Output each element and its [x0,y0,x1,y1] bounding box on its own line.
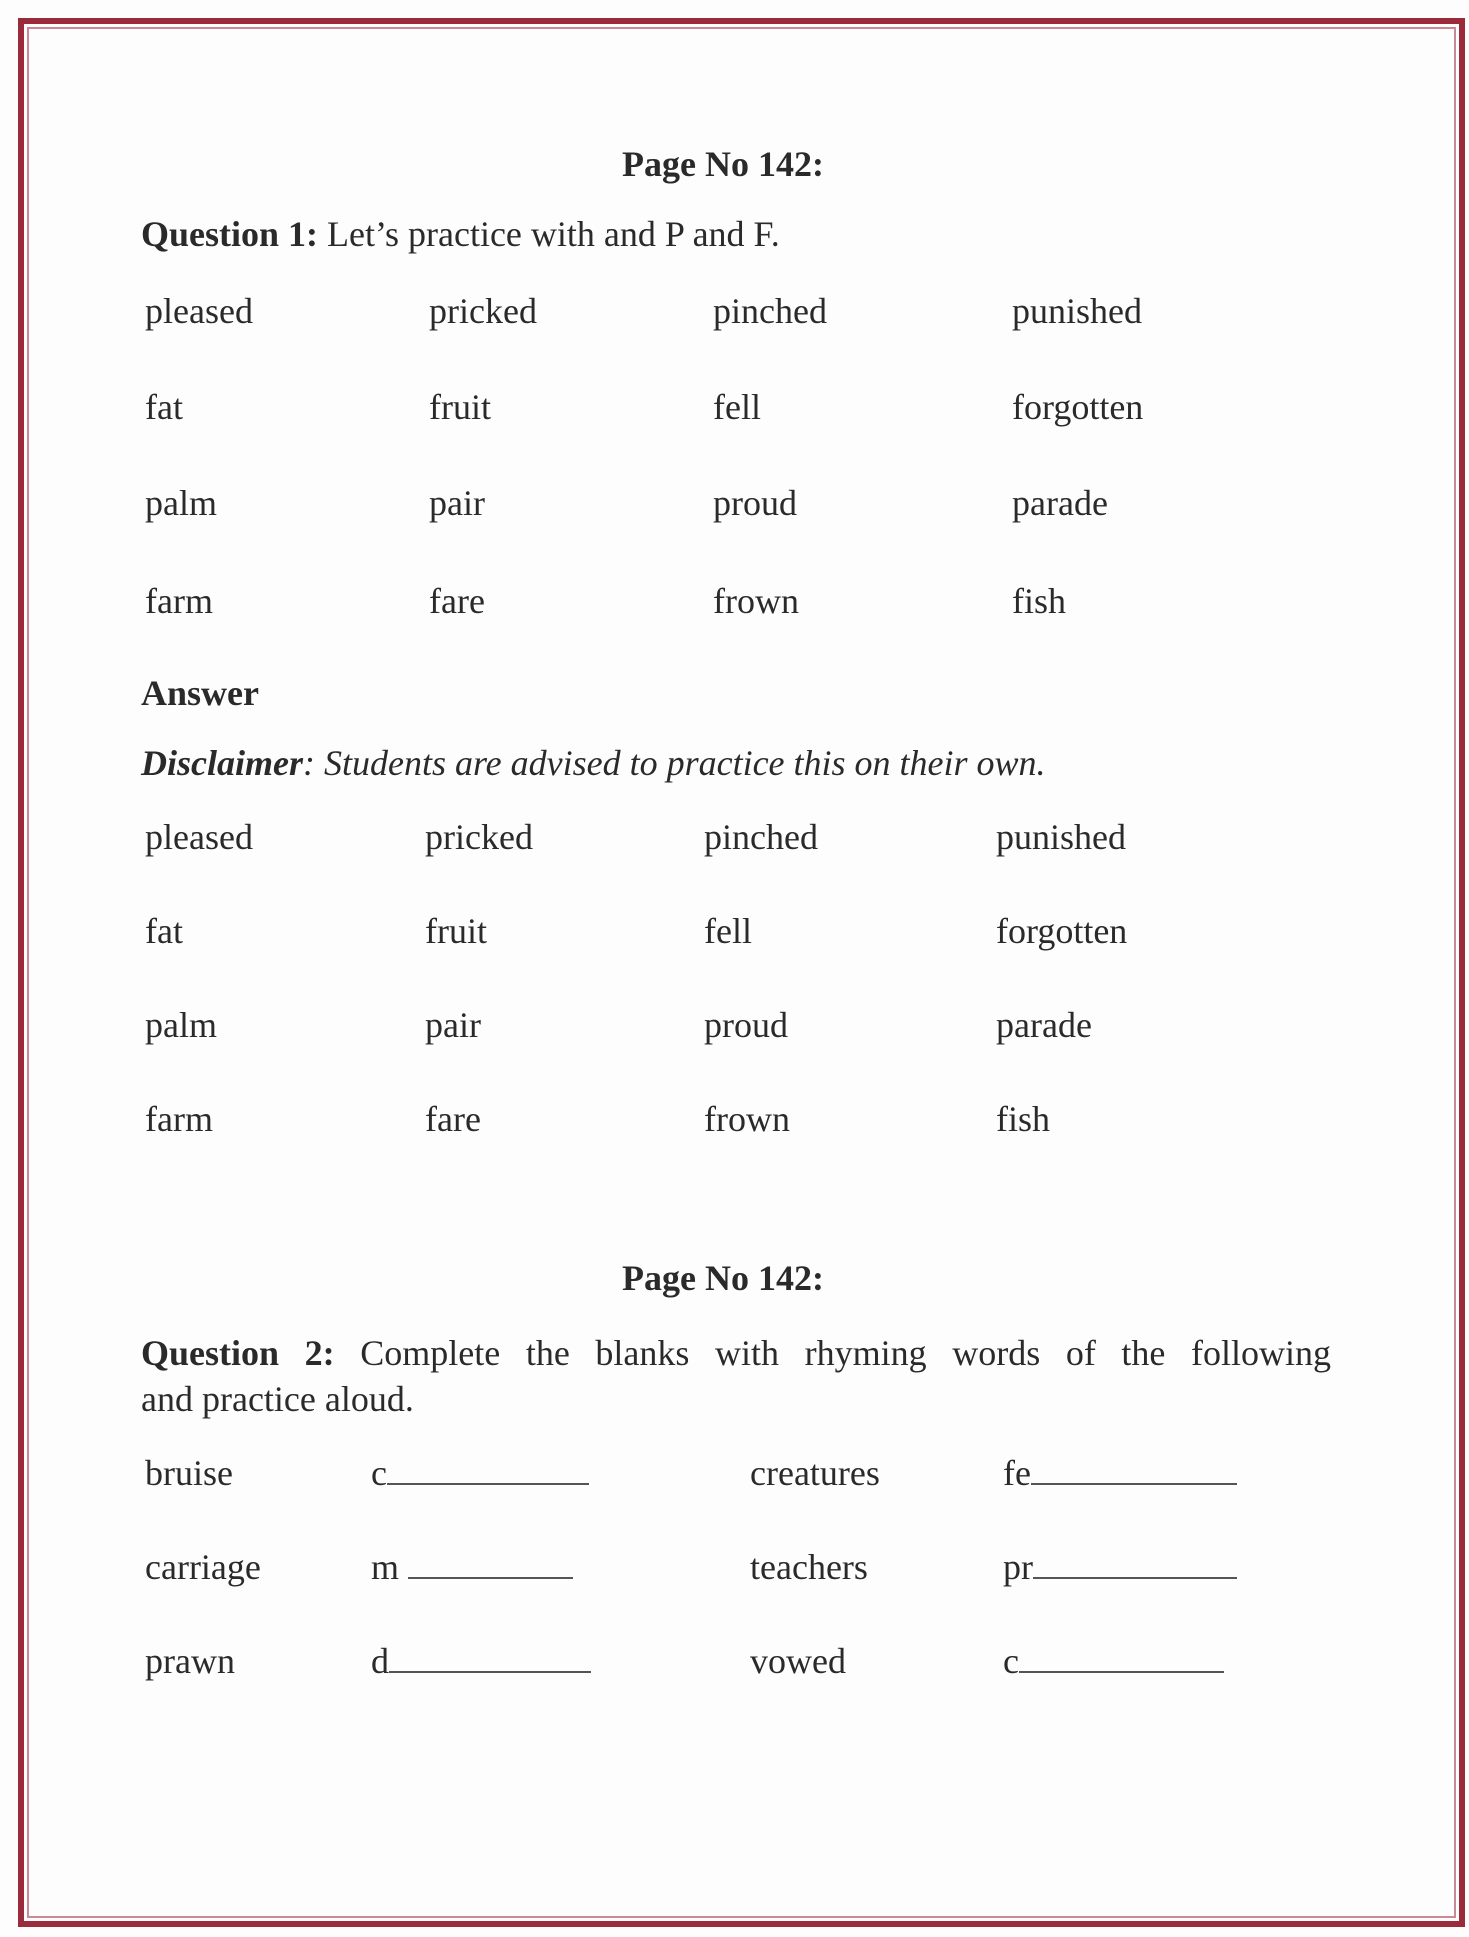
blank-prefix: fe [1003,1453,1031,1493]
rhyme-blank[interactable] [1003,1546,1237,1588]
page-title: Page No 142: [622,144,824,184]
blank-prefix: m [371,1547,409,1587]
grid-word: palm [145,1005,217,1045]
grid-word: fat [145,387,183,427]
rhyme-blank[interactable] [371,1546,573,1588]
grid-word: frown [704,1099,790,1139]
question-2-text: Complete the blanks with rhyming words of the following [334,1333,1331,1373]
blank-line[interactable] [387,1453,589,1485]
rhyme-blank[interactable] [1003,1640,1224,1682]
question-1 [141,213,780,255]
grid-word: palm [145,483,217,523]
rhyme-word: bruise [145,1453,233,1493]
grid-word: fell [713,387,761,427]
grid-word: parade [1012,483,1108,523]
blank-line[interactable] [1033,1547,1237,1579]
rhyme-word: teachers [750,1547,868,1587]
grid-word: punished [996,817,1126,857]
rhyme-blank[interactable] [1003,1452,1237,1494]
grid-word: frown [713,581,799,621]
grid-word: fish [1012,581,1066,621]
blank-line[interactable] [1019,1641,1224,1673]
question-2-label: Question 2: [141,1333,335,1373]
grid-word: fare [425,1099,481,1139]
grid-word: forgotten [1012,387,1144,427]
blank-prefix: pr [1003,1547,1033,1587]
question-2 [141,1328,1331,1378]
grid-word: pinched [704,817,818,857]
grid-word: pair [429,483,485,523]
grid-word: forgotten [996,911,1128,951]
blank-line[interactable] [1031,1453,1237,1485]
blank-line[interactable] [389,1641,591,1673]
grid-word: farm [145,1099,213,1139]
disclaimer [141,742,1046,784]
blank-prefix: c [1003,1641,1019,1681]
grid-word: proud [713,483,797,523]
question-1-label: Question 1: [141,214,319,254]
grid-word: proud [704,1005,788,1045]
rhyme-word: prawn [145,1641,235,1681]
page-title-2: Page No 142: [622,1258,824,1298]
blank-prefix: c [371,1453,387,1493]
rhyme-blank[interactable] [371,1452,589,1494]
grid-word: pair [425,1005,481,1045]
rhyme-blank[interactable] [371,1640,591,1682]
grid-word: fat [145,911,183,951]
grid-word: fruit [429,387,491,427]
grid-word: pleased [145,291,253,331]
question-1-text: Let’s practice with and P and F. [318,214,780,254]
grid-word: fare [429,581,485,621]
rhyme-word: carriage [145,1547,261,1587]
grid-word: farm [145,581,213,621]
blank-prefix: d [371,1641,389,1681]
grid-word: pricked [425,817,533,857]
grid-word: fell [704,911,752,951]
answer-heading: Answer [141,673,259,713]
grid-word: punished [1012,291,1142,331]
disclaimer-label: Disclaimer [141,743,303,783]
grid-word: pleased [145,817,253,857]
rhyme-word: creatures [750,1453,880,1493]
grid-word: pinched [713,291,827,331]
disclaimer-text: : Students are advised to practice this on their own. [302,743,1046,783]
grid-word: fruit [425,911,487,951]
grid-word: pricked [429,291,537,331]
grid-word: fish [996,1099,1050,1139]
blank-line[interactable] [408,1547,573,1579]
grid-word: parade [996,1005,1092,1045]
question-2-line2: and practice aloud. [141,1379,414,1419]
rhyme-word: vowed [750,1641,846,1681]
